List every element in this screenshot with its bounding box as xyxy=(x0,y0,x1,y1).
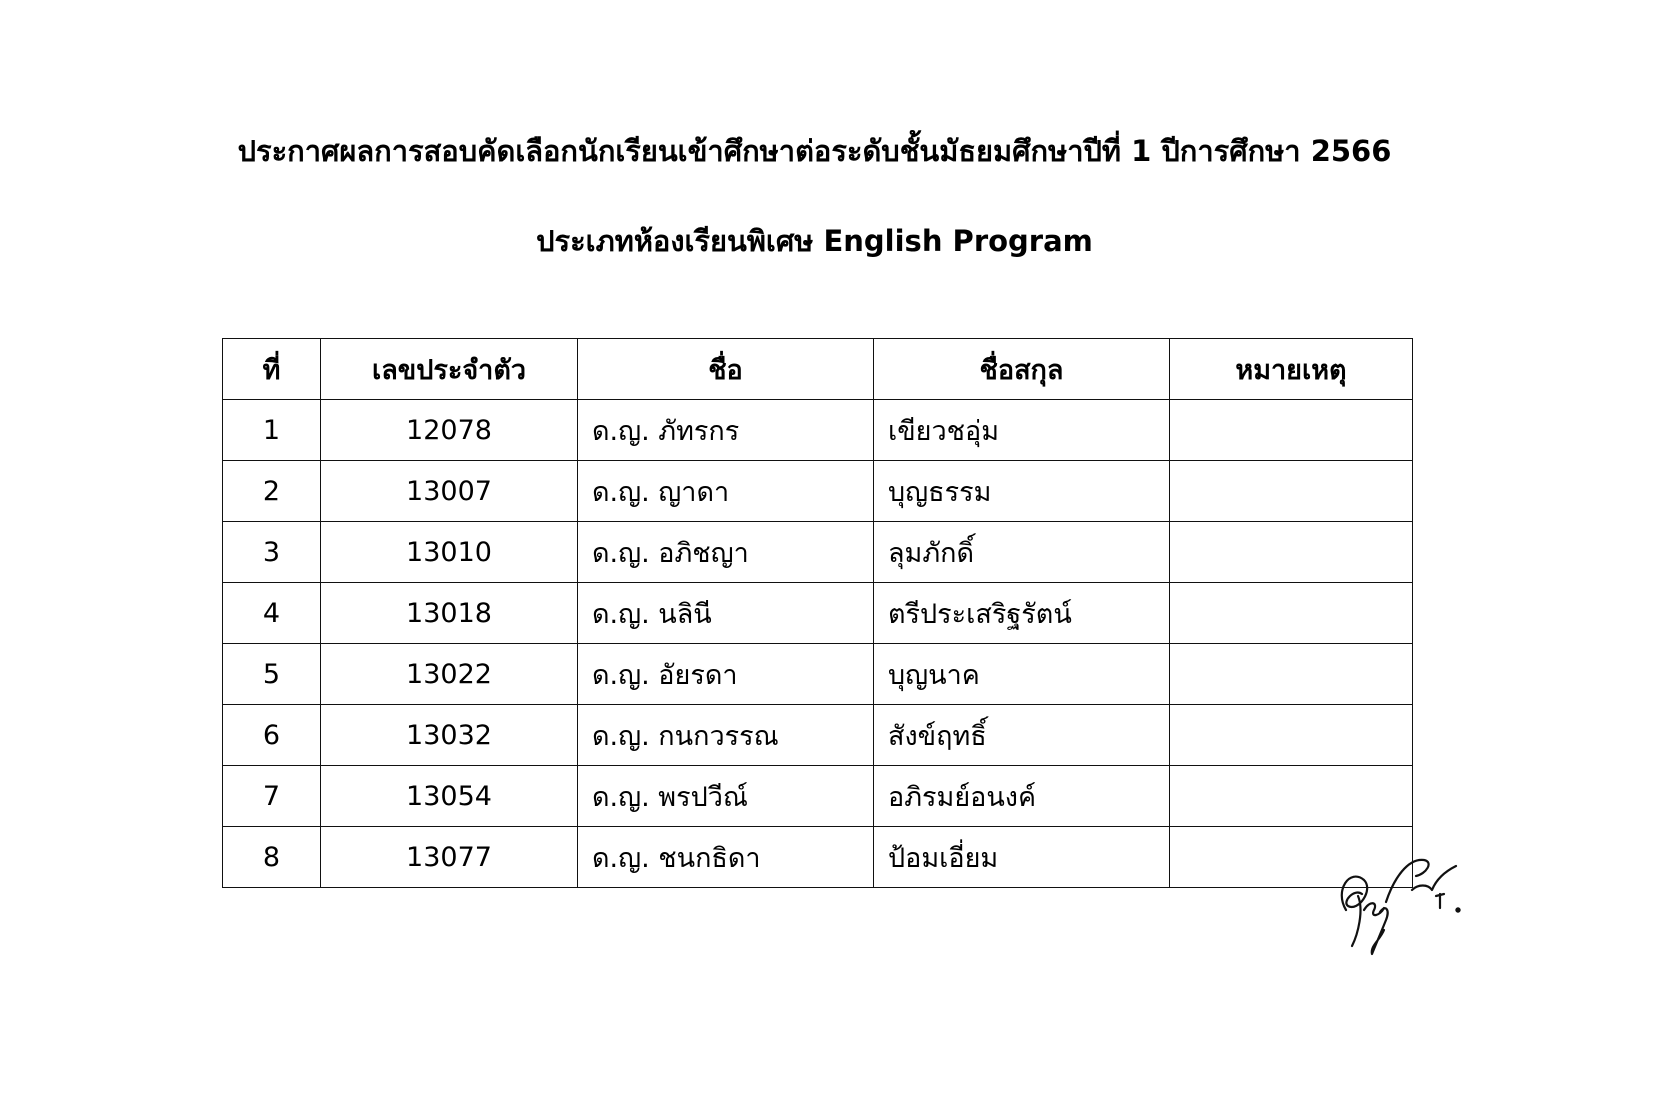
cell-number: 3 xyxy=(223,522,321,583)
cell-number: 6 xyxy=(223,705,321,766)
cell-number: 7 xyxy=(223,766,321,827)
table-row xyxy=(223,766,1413,827)
column-header-remark: หมายเหตุ xyxy=(1170,339,1413,400)
cell-surname: อภิรมย์อนงค์ xyxy=(874,766,1170,827)
cell-first-name: ด.ญ. พรปวีณ์ xyxy=(578,766,874,827)
cell-student-id: 13018 xyxy=(321,583,578,644)
cell-first-name: ด.ญ. ชนกธิดา xyxy=(578,827,874,888)
table-row xyxy=(223,644,1413,705)
handwritten-signature-icon xyxy=(1328,850,1488,960)
cell-remark xyxy=(1170,766,1413,827)
cell-surname: ตรีประเสริฐรัตน์ xyxy=(874,583,1170,644)
cell-remark xyxy=(1170,522,1413,583)
cell-student-id: 13022 xyxy=(321,644,578,705)
cell-first-name: ด.ญ. ภัทรกร xyxy=(578,400,874,461)
cell-remark xyxy=(1170,583,1413,644)
cell-surname: บุญธรรม xyxy=(874,461,1170,522)
page-subtitle: ประเภทห้องเรียนพิเศษ English Program xyxy=(536,224,1093,258)
column-header-surname: ชื่อสกุล xyxy=(874,339,1170,400)
cell-first-name: ด.ญ. อัยรดา xyxy=(578,644,874,705)
table-row xyxy=(223,705,1413,766)
cell-student-id: 13054 xyxy=(321,766,578,827)
cell-number: 5 xyxy=(223,644,321,705)
cell-first-name: ด.ญ. นลินี xyxy=(578,583,874,644)
cell-number: 2 xyxy=(223,461,321,522)
cell-number: 4 xyxy=(223,583,321,644)
table-row xyxy=(223,461,1413,522)
cell-remark xyxy=(1170,644,1413,705)
results-table xyxy=(222,338,1413,888)
cell-number: 8 xyxy=(223,827,321,888)
cell-student-id: 12078 xyxy=(321,400,578,461)
column-header-first-name: ชื่อ xyxy=(578,339,874,400)
cell-surname: สังข์ฤทธิ์ xyxy=(874,705,1170,766)
table-row xyxy=(223,400,1413,461)
cell-surname: บุญนาค xyxy=(874,644,1170,705)
page-title: ประกาศผลการสอบคัดเลือกนักเรียนเข้าศึกษาต่อระดับชั้นมัธยมศึกษาปีที่ 1 ปีการศึกษา 2566 xyxy=(237,134,1392,168)
cell-number: 1 xyxy=(223,400,321,461)
table-row xyxy=(223,522,1413,583)
column-header-student-id: เลขประจำตัว xyxy=(321,339,578,400)
table-header-row xyxy=(223,339,1413,400)
cell-first-name: ด.ญ. อภิชญา xyxy=(578,522,874,583)
table-row xyxy=(223,827,1413,888)
cell-surname: ป้อมเอี่ยม xyxy=(874,827,1170,888)
cell-student-id: 13077 xyxy=(321,827,578,888)
cell-surname: เขียวชอุ่ม xyxy=(874,400,1170,461)
cell-remark xyxy=(1170,461,1413,522)
cell-remark xyxy=(1170,705,1413,766)
cell-first-name: ด.ญ. กนกวรรณ xyxy=(578,705,874,766)
table-row xyxy=(223,583,1413,644)
cell-surname: ลุมภักดิ์ xyxy=(874,522,1170,583)
cell-student-id: 13007 xyxy=(321,461,578,522)
cell-student-id: 13010 xyxy=(321,522,578,583)
cell-student-id: 13032 xyxy=(321,705,578,766)
column-header-number: ที่ xyxy=(223,339,321,400)
cell-first-name: ด.ญ. ญาดา xyxy=(578,461,874,522)
cell-remark xyxy=(1170,400,1413,461)
